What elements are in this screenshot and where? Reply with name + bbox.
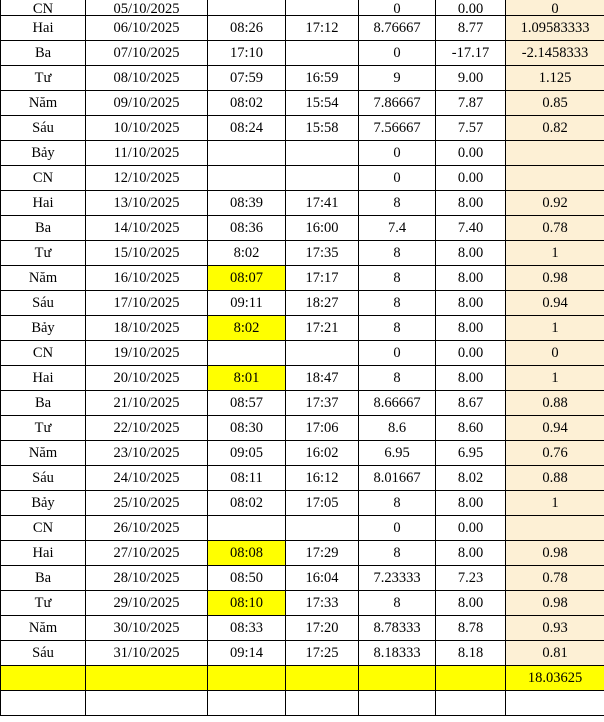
cell-date[interactable]: 31/10/2025	[86, 641, 208, 666]
cell-time-out[interactable]: 16:04	[286, 566, 359, 591]
cell-date[interactable]: 30/10/2025	[86, 616, 208, 641]
cell-time-in[interactable]: 09:14	[208, 641, 286, 666]
cell-rounded[interactable]: 8.00	[436, 591, 506, 616]
cell-time-out[interactable]: 16:02	[286, 441, 359, 466]
cell-weekday[interactable]: Ba	[1, 41, 86, 66]
cell-workday[interactable]: 0.78	[506, 566, 604, 591]
cell-time-in[interactable]: 08:33	[208, 616, 286, 641]
table-row[interactable]	[1, 316, 604, 341]
cell-hours[interactable]: 6.95	[359, 441, 436, 466]
cell-time-out[interactable]: 17:06	[286, 416, 359, 441]
cell-time-out[interactable]	[286, 41, 359, 66]
cell-date[interactable]: 08/10/2025	[86, 66, 208, 91]
cell-time-in[interactable]: 08:39	[208, 191, 286, 216]
cell-weekday[interactable]: Năm	[1, 441, 86, 466]
table-row[interactable]	[1, 491, 604, 516]
cell-rounded[interactable]: 8.77	[436, 16, 506, 41]
table-row[interactable]	[1, 366, 604, 391]
table-row[interactable]	[1, 541, 604, 566]
cell-rounded[interactable]: 8.00	[436, 291, 506, 316]
cell-time-in[interactable]: 08:26	[208, 16, 286, 41]
table-row[interactable]	[1, 241, 604, 266]
cell-workday[interactable]: 0	[506, 341, 604, 366]
cell-date[interactable]: 12/10/2025	[86, 166, 208, 191]
total-cell-date[interactable]	[86, 666, 208, 691]
cell-time-in[interactable]	[208, 166, 286, 191]
cell-date[interactable]: 26/10/2025	[86, 516, 208, 541]
cell-workday[interactable]: 1	[506, 366, 604, 391]
table-row[interactable]	[1, 16, 604, 41]
cell-time-in[interactable]: 8:02	[208, 316, 286, 341]
cell-weekday[interactable]: Hai	[1, 541, 86, 566]
cell-weekday[interactable]: Bảy	[1, 491, 86, 516]
cell-rounded[interactable]: 8.00	[436, 491, 506, 516]
cell-workday[interactable]: 0.82	[506, 116, 604, 141]
table-row-blank[interactable]	[1, 691, 604, 716]
cell-hours[interactable]: 7.4	[359, 216, 436, 241]
cell-time-out[interactable]: 18:47	[286, 366, 359, 391]
table-row[interactable]	[1, 291, 604, 316]
cell-time-out[interactable]	[286, 141, 359, 166]
blank-cell[interactable]	[86, 691, 208, 716]
cell-time-in[interactable]: 8:01	[208, 366, 286, 391]
table-row[interactable]	[1, 41, 604, 66]
cell-weekday[interactable]: Tư	[1, 66, 86, 91]
cell-workday[interactable]	[506, 141, 604, 166]
cell-weekday[interactable]: Ba	[1, 216, 86, 241]
cell-weekday[interactable]: Bảy	[1, 141, 86, 166]
cell-weekday[interactable]: CN	[1, 341, 86, 366]
cell-hours[interactable]: 8.66667	[359, 391, 436, 416]
cell-hours[interactable]: 9	[359, 66, 436, 91]
table-row[interactable]	[1, 116, 604, 141]
cell-date[interactable]: 29/10/2025	[86, 591, 208, 616]
total-cell-time-in[interactable]	[208, 666, 286, 691]
table-row[interactable]	[1, 66, 604, 91]
cell-weekday[interactable]: Năm	[1, 91, 86, 116]
cell-time-out[interactable]: 17:33	[286, 591, 359, 616]
cell-rounded[interactable]: 8.67	[436, 391, 506, 416]
blank-cell[interactable]	[286, 691, 359, 716]
cell-rounded[interactable]: 8.00	[436, 541, 506, 566]
cell-time-out[interactable]	[286, 0, 359, 16]
total-cell-time-out[interactable]	[286, 666, 359, 691]
cell-time-out[interactable]: 17:20	[286, 616, 359, 641]
cell-time-in[interactable]: 08:50	[208, 566, 286, 591]
cell-workday[interactable]: 1.09583333	[506, 16, 604, 41]
cell-workday[interactable]: 0.98	[506, 591, 604, 616]
cell-hours[interactable]: 7.56667	[359, 116, 436, 141]
cell-date[interactable]: 14/10/2025	[86, 216, 208, 241]
cell-hours[interactable]: 8	[359, 366, 436, 391]
cell-workday[interactable]: 1	[506, 316, 604, 341]
cell-rounded[interactable]: 8.02	[436, 466, 506, 491]
cell-date[interactable]: 21/10/2025	[86, 391, 208, 416]
cell-workday[interactable]: 0.88	[506, 391, 604, 416]
cell-time-in[interactable]: 08:08	[208, 541, 286, 566]
cell-workday[interactable]: 1	[506, 491, 604, 516]
cell-weekday[interactable]: Sáu	[1, 291, 86, 316]
table-row[interactable]	[1, 416, 604, 441]
cell-hours[interactable]: 7.23333	[359, 566, 436, 591]
cell-time-out[interactable]: 16:00	[286, 216, 359, 241]
cell-workday[interactable]: 0.78	[506, 216, 604, 241]
cell-weekday[interactable]: Hai	[1, 191, 86, 216]
cell-rounded[interactable]: 7.40	[436, 216, 506, 241]
cell-date[interactable]: 15/10/2025	[86, 241, 208, 266]
cell-time-in[interactable]: 17:10	[208, 41, 286, 66]
cell-rounded[interactable]: 8.00	[436, 191, 506, 216]
cell-date[interactable]: 10/10/2025	[86, 116, 208, 141]
cell-rounded[interactable]: 8.00	[436, 316, 506, 341]
cell-time-in[interactable]	[208, 341, 286, 366]
cell-date[interactable]: 24/10/2025	[86, 466, 208, 491]
cell-date[interactable]: 19/10/2025	[86, 341, 208, 366]
cell-workday[interactable]: 0.93	[506, 616, 604, 641]
cell-rounded[interactable]: 7.57	[436, 116, 506, 141]
table-row[interactable]	[1, 591, 604, 616]
cell-time-out[interactable]: 17:05	[286, 491, 359, 516]
cell-date[interactable]: 27/10/2025	[86, 541, 208, 566]
cell-time-in[interactable]: 08:57	[208, 391, 286, 416]
cell-time-in[interactable]: 09:05	[208, 441, 286, 466]
cell-time-in[interactable]	[208, 0, 286, 16]
cell-workday[interactable]: -2.1458333	[506, 41, 604, 66]
cell-time-in[interactable]: 08:02	[208, 491, 286, 516]
cell-time-out[interactable]	[286, 341, 359, 366]
cell-time-out[interactable]: 17:37	[286, 391, 359, 416]
cell-weekday[interactable]: Hai	[1, 16, 86, 41]
table-row[interactable]	[1, 641, 604, 666]
cell-date[interactable]: 07/10/2025	[86, 41, 208, 66]
cell-hours[interactable]: 8	[359, 191, 436, 216]
cell-weekday[interactable]: Năm	[1, 266, 86, 291]
cell-weekday[interactable]: Tư	[1, 241, 86, 266]
cell-hours[interactable]: 8.6	[359, 416, 436, 441]
cell-time-out[interactable]: 16:12	[286, 466, 359, 491]
cell-hours[interactable]: 8	[359, 316, 436, 341]
cell-rounded[interactable]: 7.87	[436, 91, 506, 116]
cell-time-in[interactable]: 08:10	[208, 591, 286, 616]
cell-rounded[interactable]: 0.00	[436, 341, 506, 366]
cell-time-out[interactable]: 17:17	[286, 266, 359, 291]
cell-rounded[interactable]: 7.23	[436, 566, 506, 591]
cell-rounded[interactable]: 9.00	[436, 66, 506, 91]
cell-workday[interactable]: 1	[506, 241, 604, 266]
cell-time-in[interactable]: 8:02	[208, 241, 286, 266]
blank-cell[interactable]	[1, 691, 86, 716]
cell-rounded[interactable]: 8.78	[436, 616, 506, 641]
cell-weekday[interactable]: Bảy	[1, 316, 86, 341]
cell-weekday[interactable]: Sáu	[1, 116, 86, 141]
cell-hours[interactable]: 0	[359, 341, 436, 366]
total-workdays[interactable]: 18.03625	[506, 666, 604, 691]
cell-date[interactable]: 23/10/2025	[86, 441, 208, 466]
cell-hours[interactable]: 8	[359, 591, 436, 616]
cell-time-out[interactable]: 18:27	[286, 291, 359, 316]
cell-date[interactable]: 18/10/2025	[86, 316, 208, 341]
cell-time-in[interactable]: 08:30	[208, 416, 286, 441]
table-row[interactable]	[1, 516, 604, 541]
cell-hours[interactable]: 8.76667	[359, 16, 436, 41]
table-row[interactable]	[1, 216, 604, 241]
cell-workday[interactable]: 0.85	[506, 91, 604, 116]
cell-hours[interactable]: 0	[359, 0, 436, 16]
blank-cell[interactable]	[436, 691, 506, 716]
cell-weekday[interactable]: Ba	[1, 391, 86, 416]
cell-date[interactable]: 11/10/2025	[86, 141, 208, 166]
blank-cell[interactable]	[506, 691, 604, 716]
cell-hours[interactable]: 8.78333	[359, 616, 436, 641]
table-row[interactable]	[1, 466, 604, 491]
cell-workday[interactable]: 0.81	[506, 641, 604, 666]
cell-time-out[interactable]: 17:35	[286, 241, 359, 266]
cell-rounded[interactable]: 8.18	[436, 641, 506, 666]
cell-time-in[interactable]: 09:11	[208, 291, 286, 316]
cell-hours[interactable]: 0	[359, 166, 436, 191]
cell-rounded[interactable]: 6.95	[436, 441, 506, 466]
cell-workday[interactable]: 1.125	[506, 66, 604, 91]
cell-hours[interactable]: 8	[359, 266, 436, 291]
cell-time-out[interactable]: 16:59	[286, 66, 359, 91]
cell-date[interactable]: 17/10/2025	[86, 291, 208, 316]
table-row[interactable]	[1, 166, 604, 191]
cell-rounded[interactable]: 8.00	[436, 266, 506, 291]
cell-time-in[interactable]: 08:24	[208, 116, 286, 141]
cell-time-out[interactable]: 17:29	[286, 541, 359, 566]
cell-rounded[interactable]: 0.00	[436, 0, 506, 16]
cell-date[interactable]: 25/10/2025	[86, 491, 208, 516]
cell-time-out[interactable]: 17:25	[286, 641, 359, 666]
table-row[interactable]	[1, 0, 604, 16]
cell-date[interactable]: 16/10/2025	[86, 266, 208, 291]
cell-workday[interactable]: 0.76	[506, 441, 604, 466]
table-row[interactable]	[1, 391, 604, 416]
cell-weekday[interactable]: Năm	[1, 616, 86, 641]
cell-date[interactable]: 22/10/2025	[86, 416, 208, 441]
blank-cell[interactable]	[208, 691, 286, 716]
table-row[interactable]	[1, 91, 604, 116]
cell-workday[interactable]: 0.94	[506, 416, 604, 441]
total-cell-hours[interactable]	[359, 666, 436, 691]
cell-time-out[interactable]	[286, 516, 359, 541]
cell-workday[interactable]	[506, 166, 604, 191]
cell-time-out[interactable]: 15:58	[286, 116, 359, 141]
table-row[interactable]	[1, 341, 604, 366]
cell-time-out[interactable]: 17:21	[286, 316, 359, 341]
cell-hours[interactable]: 7.86667	[359, 91, 436, 116]
cell-time-in[interactable]	[208, 141, 286, 166]
cell-hours[interactable]: 8	[359, 241, 436, 266]
cell-rounded[interactable]: 8.00	[436, 241, 506, 266]
cell-date[interactable]: 05/10/2025	[86, 0, 208, 16]
cell-time-in[interactable]: 07:59	[208, 66, 286, 91]
cell-time-out[interactable]: 17:41	[286, 191, 359, 216]
cell-weekday[interactable]: Sáu	[1, 641, 86, 666]
total-cell-weekday[interactable]	[1, 666, 86, 691]
cell-workday[interactable]: 0.98	[506, 541, 604, 566]
cell-time-in[interactable]	[208, 516, 286, 541]
table-row[interactable]	[1, 141, 604, 166]
cell-weekday[interactable]: Ba	[1, 566, 86, 591]
cell-rounded[interactable]: 8.60	[436, 416, 506, 441]
cell-weekday[interactable]: Tư	[1, 416, 86, 441]
cell-hours[interactable]: 8	[359, 291, 436, 316]
cell-rounded[interactable]: 0.00	[436, 516, 506, 541]
cell-time-in[interactable]: 08:07	[208, 266, 286, 291]
cell-weekday[interactable]: Hai	[1, 366, 86, 391]
cell-workday[interactable]: 0.94	[506, 291, 604, 316]
cell-hours[interactable]: 8	[359, 541, 436, 566]
cell-workday[interactable]: 0.88	[506, 466, 604, 491]
cell-rounded[interactable]: -17.17	[436, 41, 506, 66]
cell-date[interactable]: 28/10/2025	[86, 566, 208, 591]
table-row[interactable]	[1, 191, 604, 216]
cell-workday[interactable]	[506, 516, 604, 541]
cell-workday[interactable]: 0.92	[506, 191, 604, 216]
table-row[interactable]	[1, 266, 604, 291]
table-row[interactable]	[1, 616, 604, 641]
cell-hours[interactable]: 8.01667	[359, 466, 436, 491]
cell-workday[interactable]: 0	[506, 0, 604, 16]
cell-weekday[interactable]: Tư	[1, 591, 86, 616]
cell-weekday[interactable]: CN	[1, 0, 86, 16]
cell-hours[interactable]: 0	[359, 141, 436, 166]
cell-time-out[interactable]: 15:54	[286, 91, 359, 116]
cell-workday[interactable]: 0.98	[506, 266, 604, 291]
cell-weekday[interactable]: Sáu	[1, 466, 86, 491]
table-row-total[interactable]	[1, 666, 604, 691]
cell-hours[interactable]: 8	[359, 491, 436, 516]
cell-date[interactable]: 20/10/2025	[86, 366, 208, 391]
cell-hours[interactable]: 0	[359, 41, 436, 66]
cell-rounded[interactable]: 0.00	[436, 166, 506, 191]
cell-time-in[interactable]: 08:36	[208, 216, 286, 241]
total-cell-rounded[interactable]	[436, 666, 506, 691]
table-row[interactable]	[1, 566, 604, 591]
cell-time-in[interactable]: 08:02	[208, 91, 286, 116]
cell-weekday[interactable]: CN	[1, 166, 86, 191]
cell-time-in[interactable]: 08:11	[208, 466, 286, 491]
cell-hours[interactable]: 8.18333	[359, 641, 436, 666]
cell-weekday[interactable]: CN	[1, 516, 86, 541]
cell-time-out[interactable]: 17:12	[286, 16, 359, 41]
table-row[interactable]	[1, 441, 604, 466]
cell-hours[interactable]: 0	[359, 516, 436, 541]
cell-date[interactable]: 06/10/2025	[86, 16, 208, 41]
cell-rounded[interactable]: 0.00	[436, 141, 506, 166]
cell-time-out[interactable]	[286, 166, 359, 191]
cell-rounded[interactable]: 8.00	[436, 366, 506, 391]
cell-date[interactable]: 09/10/2025	[86, 91, 208, 116]
cell-date[interactable]: 13/10/2025	[86, 191, 208, 216]
blank-cell[interactable]	[359, 691, 436, 716]
